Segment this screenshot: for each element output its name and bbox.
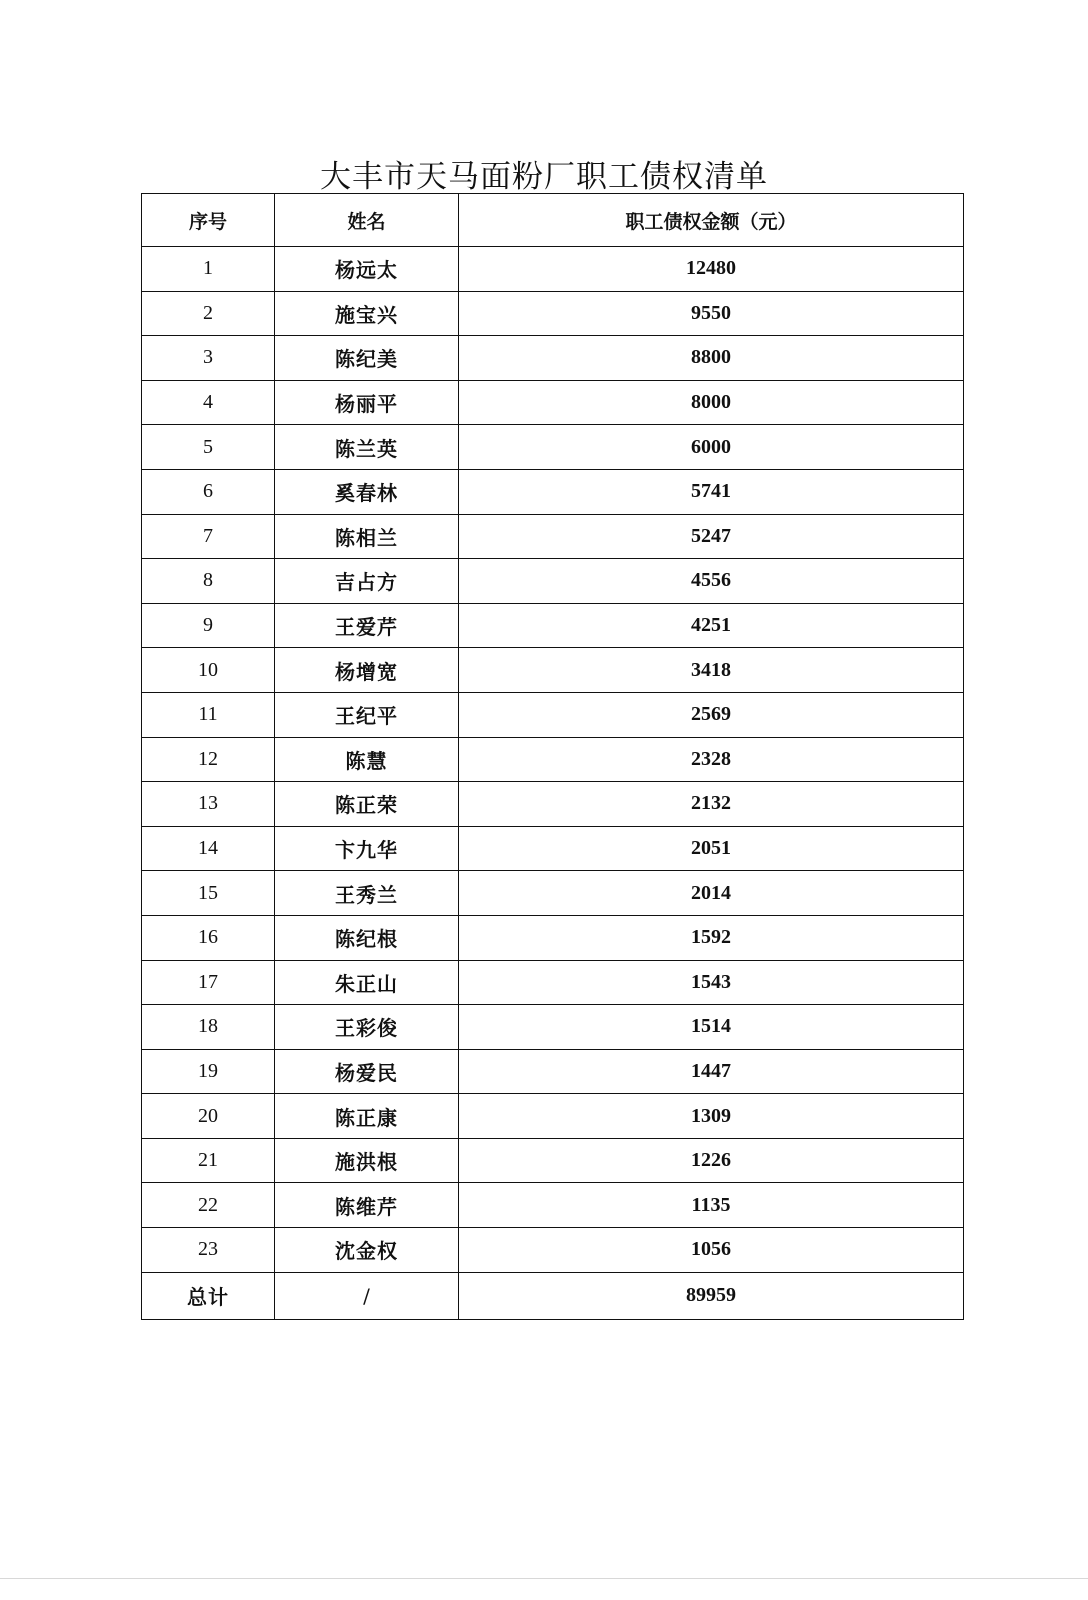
row-name: 王爱芹	[275, 603, 459, 648]
row-amount: 2051	[459, 826, 964, 871]
row-amount: 8800	[459, 336, 964, 381]
table-row	[142, 1138, 964, 1183]
table-row	[142, 469, 964, 514]
row-index: 1	[142, 247, 275, 292]
row-amount: 1543	[459, 960, 964, 1005]
table-row	[142, 915, 964, 960]
row-amount: 2014	[459, 871, 964, 916]
table-row	[142, 1228, 964, 1273]
row-amount: 9550	[459, 291, 964, 336]
row-name: 施宝兴	[275, 291, 459, 336]
header-amount: 职工债权金额（元）	[459, 194, 964, 247]
header-name: 姓名	[275, 194, 459, 247]
total-label: 总计	[142, 1272, 275, 1319]
row-index: 23	[142, 1228, 275, 1273]
row-name: 杨丽平	[275, 380, 459, 425]
row-index: 13	[142, 782, 275, 827]
row-name: 王纪平	[275, 692, 459, 737]
row-index: 21	[142, 1138, 275, 1183]
claims-table	[141, 193, 964, 1320]
row-name: 朱正山	[275, 960, 459, 1005]
row-index: 10	[142, 648, 275, 693]
row-index: 12	[142, 737, 275, 782]
row-name: 陈纪美	[275, 336, 459, 381]
row-index: 19	[142, 1049, 275, 1094]
table-row	[142, 336, 964, 381]
header-index: 序号	[142, 194, 275, 247]
row-index: 11	[142, 692, 275, 737]
row-index: 9	[142, 603, 275, 648]
row-name: 杨增宽	[275, 648, 459, 693]
row-amount: 5247	[459, 514, 964, 559]
row-amount: 1447	[459, 1049, 964, 1094]
table-row	[142, 247, 964, 292]
row-name: 施洪根	[275, 1138, 459, 1183]
row-index: 2	[142, 291, 275, 336]
row-name: 卞九华	[275, 826, 459, 871]
row-index: 20	[142, 1094, 275, 1139]
row-name: 王彩俊	[275, 1005, 459, 1050]
row-index: 7	[142, 514, 275, 559]
row-index: 3	[142, 336, 275, 381]
row-name: 杨远太	[275, 247, 459, 292]
table-row	[142, 514, 964, 559]
row-amount: 1592	[459, 915, 964, 960]
row-amount: 2132	[459, 782, 964, 827]
total-row	[142, 1272, 964, 1319]
row-index: 6	[142, 469, 275, 514]
table-row	[142, 960, 964, 1005]
table-row	[142, 291, 964, 336]
table-row	[142, 380, 964, 425]
row-amount: 4556	[459, 559, 964, 604]
row-name: 吉占方	[275, 559, 459, 604]
table-row	[142, 559, 964, 604]
total-name: /	[275, 1272, 459, 1319]
scan-edge-line	[0, 1578, 1088, 1579]
row-index: 5	[142, 425, 275, 470]
table-row	[142, 782, 964, 827]
row-amount: 1226	[459, 1138, 964, 1183]
row-name: 王秀兰	[275, 871, 459, 916]
row-amount: 6000	[459, 425, 964, 470]
table-row	[142, 1094, 964, 1139]
table-row	[142, 1183, 964, 1228]
row-name: 陈慧	[275, 737, 459, 782]
row-amount: 1309	[459, 1094, 964, 1139]
row-amount: 1056	[459, 1228, 964, 1273]
row-index: 17	[142, 960, 275, 1005]
row-amount: 12480	[459, 247, 964, 292]
table-row	[142, 1005, 964, 1050]
row-amount: 5741	[459, 469, 964, 514]
row-name: 杨爱民	[275, 1049, 459, 1094]
total-amount: 89959	[459, 1272, 964, 1319]
table-row	[142, 692, 964, 737]
row-amount: 3418	[459, 648, 964, 693]
row-name: 陈维芹	[275, 1183, 459, 1228]
row-index: 4	[142, 380, 275, 425]
table-row	[142, 648, 964, 693]
row-name: 陈兰英	[275, 425, 459, 470]
table-row	[142, 826, 964, 871]
table-row	[142, 1049, 964, 1094]
table-row	[142, 871, 964, 916]
table-row	[142, 737, 964, 782]
row-amount: 2569	[459, 692, 964, 737]
table-body	[142, 247, 964, 1273]
row-index: 15	[142, 871, 275, 916]
row-name: 陈正康	[275, 1094, 459, 1139]
table-row	[142, 603, 964, 648]
row-name: 陈纪根	[275, 915, 459, 960]
row-amount: 1135	[459, 1183, 964, 1228]
row-index: 14	[142, 826, 275, 871]
row-index: 18	[142, 1005, 275, 1050]
row-name: 奚春林	[275, 469, 459, 514]
row-index: 22	[142, 1183, 275, 1228]
row-amount: 1514	[459, 1005, 964, 1050]
header-row	[142, 194, 964, 247]
row-amount: 2328	[459, 737, 964, 782]
page-title: 大丰市天马面粉厂职工债权清单	[320, 158, 768, 195]
row-amount: 4251	[459, 603, 964, 648]
table-row	[142, 425, 964, 470]
row-name: 沈金权	[275, 1228, 459, 1273]
row-amount: 8000	[459, 380, 964, 425]
row-index: 8	[142, 559, 275, 604]
row-index: 16	[142, 915, 275, 960]
row-name: 陈相兰	[275, 514, 459, 559]
row-name: 陈正荣	[275, 782, 459, 827]
